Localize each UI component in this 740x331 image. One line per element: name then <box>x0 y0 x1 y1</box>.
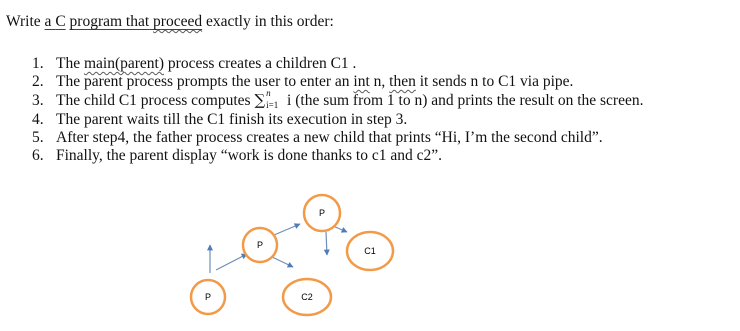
process-node-c1-label: C1 <box>364 246 376 256</box>
step-text: process creates a children C1 . <box>164 55 357 72</box>
summation-upper-limit: n <box>266 88 271 99</box>
heading-underlined-phrase: program that proceed <box>69 13 203 30</box>
step-number: 5. <box>32 128 44 146</box>
step-number: 6. <box>32 147 44 165</box>
step-text: The parent waits till the C1 finish its execution in step 3. <box>56 110 408 128</box>
step-spellcheck-word: then <box>389 73 416 91</box>
summation-lower-limit: i=1 <box>266 100 279 111</box>
step-text: Finally, the parent display “work is done thanks to c1 and c2”. <box>56 147 442 165</box>
heading-rest: exactly in this order: <box>202 13 334 30</box>
summation-symbol: ∑ <box>254 91 266 110</box>
arrow-to-middle-node <box>216 254 247 270</box>
process-node-bottom-left-label: P <box>204 292 212 302</box>
arrow-top-to-c2 <box>326 232 327 255</box>
heading-prefix: Write <box>6 13 45 30</box>
step-text: After step4, the father process creates a new child that prints “Hi, I’m the second child”. <box>56 128 603 146</box>
step-number: 3. <box>32 92 44 110</box>
step-number: 4. <box>32 110 44 128</box>
process-node-c2-label: C2 <box>301 292 313 302</box>
process-node-top-label: P <box>318 208 326 218</box>
process-node-middle-label: P <box>256 240 264 250</box>
step-text: The parent process prompts the user to enter an <box>56 73 354 91</box>
step-text: i (the sum from 1 to n) and prints the result on the screen. <box>283 92 644 110</box>
step-text: The <box>56 55 84 72</box>
heading-underlined-a: a C <box>44 13 66 30</box>
step-number: 1. <box>32 55 44 72</box>
step-spellcheck-word: main(parent) <box>83 55 165 72</box>
step-text: n, <box>369 73 390 91</box>
step-text: it sends n to C1 via pipe. <box>415 73 574 91</box>
arrow-middle-to-c2 <box>270 256 293 267</box>
step-text: The child C1 process computes <box>56 92 255 110</box>
arrow-middle-to-top <box>274 224 300 235</box>
step-number: 2. <box>32 73 44 91</box>
step-spellcheck-word: int <box>353 73 370 91</box>
